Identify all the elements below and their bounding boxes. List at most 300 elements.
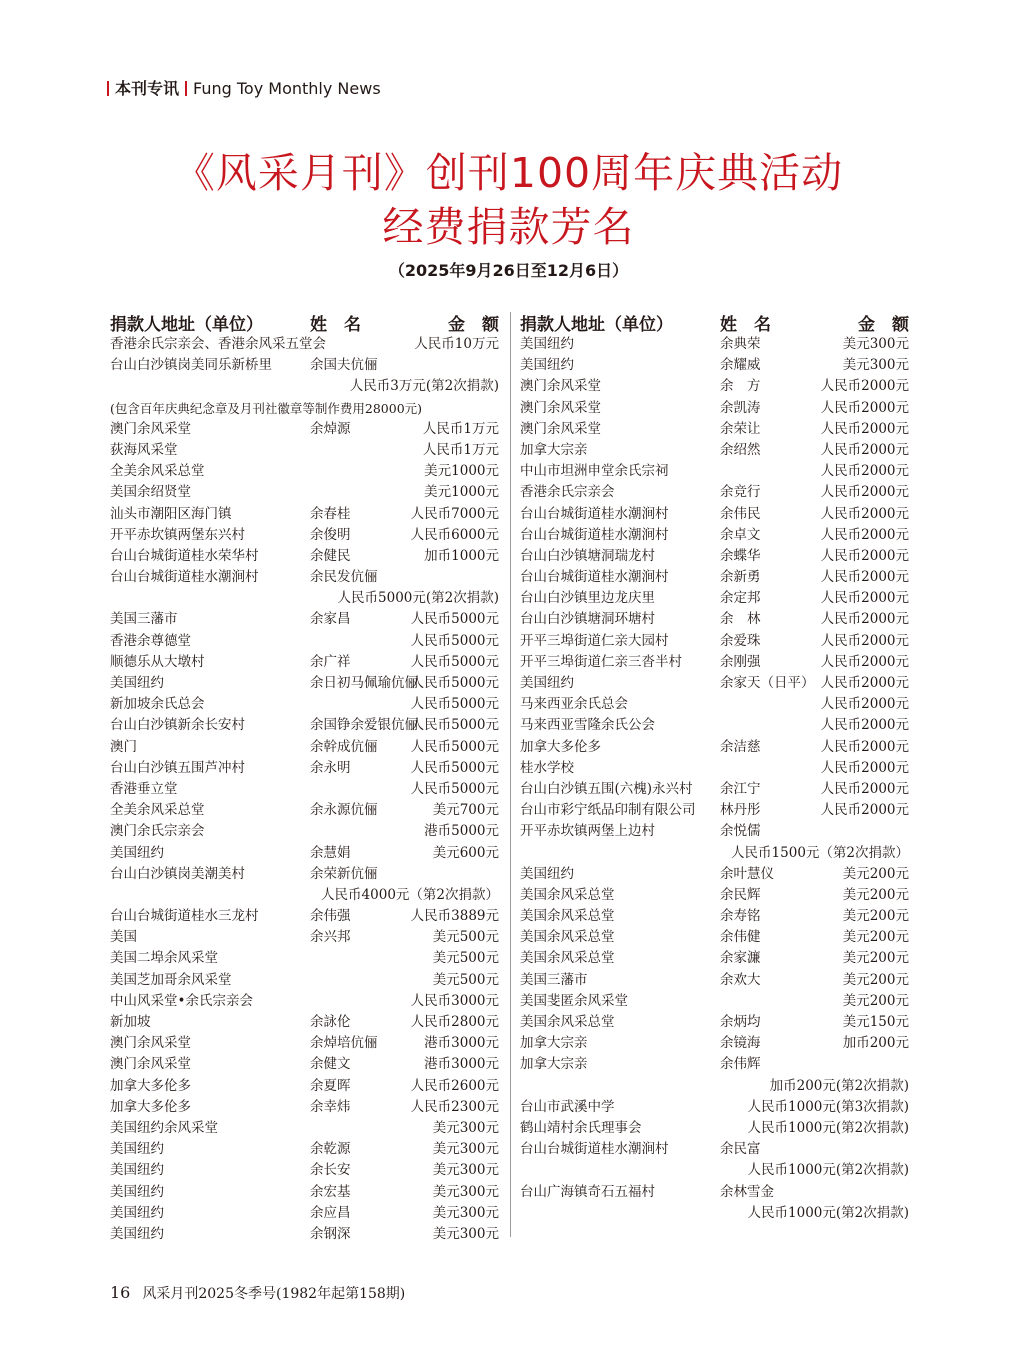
donor-row bbox=[110, 800, 499, 821]
donor-address: 台山白沙镇五围(六槐)永兴村 bbox=[520, 780, 693, 797]
donor-row bbox=[110, 1224, 499, 1245]
donor-address: 开平赤坎镇两堡东兴村 bbox=[110, 526, 245, 543]
donor-row bbox=[110, 1054, 499, 1075]
donation-amount: 人民币2000元 bbox=[820, 717, 909, 734]
donor-row bbox=[110, 1097, 499, 1118]
donation-amount: 人民币2000元 bbox=[820, 675, 909, 691]
donor-name: 余健民 bbox=[310, 547, 351, 564]
donor-row bbox=[110, 758, 499, 779]
donation-amount: 美元200元 bbox=[842, 908, 909, 925]
donor-address: 开平赤坎镇两堡上边村 bbox=[520, 823, 655, 840]
donor-row bbox=[110, 864, 499, 885]
donation-amount: 美元500元 bbox=[432, 929, 499, 946]
donor-address: 香港垂立堂 bbox=[110, 780, 178, 797]
donor-row bbox=[520, 673, 909, 694]
donation-amount: 美元200元 bbox=[842, 950, 909, 967]
donation-amount: 人民币2000元 bbox=[820, 378, 909, 395]
donor-address: (包含百年庆典纪念章及月刊社徽章等制作费用28000元) bbox=[110, 400, 423, 416]
donor-row bbox=[110, 673, 499, 694]
donor-row bbox=[110, 355, 499, 376]
donation-amount: 人民币2000元 bbox=[820, 653, 909, 670]
donor-address: 中山市坦洲申堂余氏宗祠 bbox=[520, 463, 669, 480]
donor-row bbox=[110, 525, 499, 546]
name-header: 姓 名 bbox=[720, 315, 771, 335]
donor-row bbox=[520, 482, 909, 503]
donor-name: 余焯源 bbox=[310, 420, 351, 437]
donor-name: 余绍然 bbox=[720, 441, 761, 458]
donation-amount: 美元300元 bbox=[432, 1225, 499, 1242]
donor-row bbox=[110, 482, 499, 503]
donor-name: 余欢大 bbox=[720, 971, 761, 988]
donor-name: 余炳均 bbox=[720, 1014, 761, 1030]
donation-amount: 人民币3889元 bbox=[410, 908, 499, 925]
donor-address: 澳门余风采堂 bbox=[110, 420, 191, 437]
donor-address: 鹤山靖村余氏理事会 bbox=[520, 1119, 642, 1136]
donor-name: 余悦儒 bbox=[720, 823, 761, 840]
donor-row bbox=[520, 1118, 909, 1139]
donor-row bbox=[520, 758, 909, 779]
donor-address: 台山白沙镇塘洞环塘村 bbox=[520, 611, 655, 628]
donor-name: 余新勇 bbox=[720, 569, 761, 586]
donor-row bbox=[520, 1033, 909, 1054]
donor-row bbox=[520, 843, 909, 864]
donor-address: 台山台城街道桂水潮涧村 bbox=[520, 526, 669, 543]
donation-amount: 加币1000元 bbox=[424, 547, 499, 564]
donation-amount: 人民币1万元 bbox=[422, 441, 499, 458]
donor-name: 余家昌 bbox=[310, 611, 351, 628]
donor-name: 余伟健 bbox=[720, 929, 761, 946]
donation-amount: 人民币5000元 bbox=[410, 675, 499, 691]
donor-name: 余日初马佩瑜伉俪 bbox=[310, 675, 418, 691]
donor-name: 余伟辉 bbox=[720, 1056, 761, 1073]
donor-name: 余家濂 bbox=[720, 950, 761, 967]
donation-amount: 人民币2000元 bbox=[820, 420, 909, 437]
donor-row bbox=[520, 694, 909, 715]
donation-amount: 人民币2000元 bbox=[820, 802, 909, 819]
donor-row bbox=[520, 440, 909, 461]
donor-row bbox=[110, 419, 499, 440]
donor-row bbox=[110, 334, 499, 355]
section-separator bbox=[185, 81, 187, 96]
donor-address: 台山白沙镇五围芦冲村 bbox=[110, 759, 245, 776]
donor-name: 余伟民 bbox=[720, 505, 761, 522]
donor-address: 美国纽约 bbox=[520, 865, 574, 882]
donor-address: 马来西亚余氏总会 bbox=[520, 696, 628, 713]
donor-address: 美国余风采总堂 bbox=[520, 929, 615, 946]
donation-amount: 加币200元(第2次捐款) bbox=[769, 1077, 909, 1094]
donor-row bbox=[520, 737, 909, 758]
donation-amount: 人民币2000元 bbox=[820, 463, 909, 480]
donation-amount: 人民币6000元 bbox=[410, 526, 499, 543]
donor-name: 余钢深 bbox=[310, 1225, 351, 1242]
donation-amount: 人民币4000元（第2次捐款） bbox=[321, 886, 499, 903]
donor-address: 台山白沙镇新余长安村 bbox=[110, 717, 245, 734]
donation-amount: 港币3000元 bbox=[424, 1056, 499, 1073]
donor-address: 台山台城街道桂水潮涧村 bbox=[520, 1141, 669, 1158]
donation-amount: 人民币2000元 bbox=[820, 399, 909, 416]
donation-amount: 美元300元 bbox=[842, 336, 909, 352]
donation-amount: 人民币5000元 bbox=[410, 653, 499, 670]
donor-name: 余乾源 bbox=[310, 1141, 351, 1158]
donor-row bbox=[110, 588, 499, 609]
donor-name: 余永源伉俪 bbox=[310, 802, 378, 819]
donor-row bbox=[520, 864, 909, 885]
donation-amount: 人民币2600元 bbox=[410, 1077, 499, 1094]
donation-amount: 人民币2000元 bbox=[820, 484, 909, 501]
donor-row bbox=[110, 821, 499, 842]
donation-amount: 人民币2000元 bbox=[820, 590, 909, 607]
donor-name: 余耀威 bbox=[720, 357, 761, 374]
donor-address: 台山台城街道桂水荣华村 bbox=[110, 547, 259, 564]
donation-amount: 人民币1000元(第2次捐款) bbox=[747, 1119, 909, 1136]
donor-address: 美国三藩市 bbox=[520, 971, 588, 988]
donor-row bbox=[110, 1033, 499, 1054]
donor-row bbox=[520, 461, 909, 482]
donor-name: 余国铮余爱银伉俪 bbox=[310, 717, 418, 734]
donor-name: 余广祥 bbox=[310, 653, 351, 670]
donor-address: 加拿大多伦多 bbox=[110, 1098, 191, 1115]
donor-name: 余典荣 bbox=[720, 336, 761, 352]
donation-amount: 人民币5000元(第2次捐款) bbox=[337, 590, 499, 607]
donor-address: 开平三埠街道仁亲大园村 bbox=[520, 632, 669, 649]
donor-address: 美国纽约 bbox=[110, 1225, 164, 1242]
donation-amount: 人民币2000元 bbox=[820, 611, 909, 628]
donation-amount: 美元500元 bbox=[432, 971, 499, 988]
donor-address: 台山白沙镇塘洞瑞龙村 bbox=[520, 547, 655, 564]
donor-row bbox=[520, 948, 909, 969]
donation-amount: 人民币2000元 bbox=[820, 780, 909, 797]
donor-address: 美国余风采总堂 bbox=[520, 1014, 615, 1030]
donor-name: 余詠伦 bbox=[310, 1014, 351, 1030]
donor-name: 余国夫伉俪 bbox=[310, 357, 378, 374]
donation-amount: 人民币3000元 bbox=[410, 992, 499, 1009]
donor-address: 美国纽约 bbox=[110, 1141, 164, 1158]
donor-row bbox=[110, 927, 499, 948]
donor-row bbox=[110, 779, 499, 800]
donor-address: 台山台城街道桂水潮涧村 bbox=[520, 505, 669, 522]
amount-header: 金 额 bbox=[448, 315, 499, 335]
donor-name: 余慧娟 bbox=[310, 844, 351, 861]
donation-amount: 美元300元 bbox=[432, 1141, 499, 1158]
donor-name: 余俊明 bbox=[310, 526, 351, 543]
section-label: 本刊专讯 bbox=[115, 79, 180, 98]
donor-name: 余幹成伉俪 bbox=[310, 738, 378, 755]
donor-row bbox=[520, 1097, 909, 1118]
donor-address: 澳门余风采堂 bbox=[110, 1056, 191, 1073]
donor-name: 余夏晖 bbox=[310, 1077, 351, 1094]
donor-row bbox=[520, 419, 909, 440]
donor-address: 香港余氏宗亲会、香港余风采五堂会 bbox=[110, 336, 326, 352]
donation-amount: 人民币2000元 bbox=[820, 505, 909, 522]
donor-row bbox=[110, 652, 499, 673]
donor-row bbox=[110, 1203, 499, 1224]
donor-row bbox=[520, 546, 909, 567]
publication-label: Fung Toy Monthly News bbox=[193, 79, 381, 98]
donation-amount: 人民币1500元（第2次捐款） bbox=[731, 844, 909, 861]
donor-row bbox=[520, 631, 909, 652]
donor-row bbox=[520, 885, 909, 906]
donor-name: 余林雪金 bbox=[720, 1183, 774, 1200]
donor-row bbox=[110, 567, 499, 588]
donor-address: 美国芝加哥余风采堂 bbox=[110, 971, 232, 988]
donation-amount: 人民币1万元 bbox=[422, 420, 499, 437]
donation-amount: 美元200元 bbox=[842, 865, 909, 882]
donation-amount: 港币5000元 bbox=[424, 823, 499, 840]
donation-amount: 人民币7000元 bbox=[410, 505, 499, 522]
donor-address: 台山台城街道桂水潮涧村 bbox=[110, 569, 259, 586]
donor-name: 余寿铭 bbox=[720, 908, 761, 925]
donor-address: 美国纽约 bbox=[520, 336, 574, 352]
donor-address: 香港余氏宗亲会 bbox=[520, 484, 615, 501]
donor-row bbox=[520, 504, 909, 525]
page-title: 《风采月刊》创刊100周年庆典活动 bbox=[173, 149, 844, 197]
donor-name: 余家天（日平） bbox=[720, 675, 815, 691]
donor-address: 开平三埠街道仁亲三沓半村 bbox=[520, 653, 682, 670]
donor-row bbox=[110, 694, 499, 715]
donor-row bbox=[110, 398, 499, 419]
donor-row bbox=[520, 715, 909, 736]
donor-name: 余应昌 bbox=[310, 1204, 351, 1221]
donation-amount: 美元500元 bbox=[432, 950, 499, 967]
donor-row bbox=[110, 1076, 499, 1097]
donor-row bbox=[520, 525, 909, 546]
donation-amount: 人民币2800元 bbox=[410, 1014, 499, 1030]
donor-address: 美国纽约 bbox=[110, 1204, 164, 1221]
donor-row bbox=[110, 715, 499, 736]
donation-amount: 美元1000元 bbox=[424, 484, 499, 501]
column-header bbox=[520, 310, 909, 335]
date-period: （2025年9月26日至12月6日） bbox=[388, 261, 629, 280]
donor-row bbox=[520, 821, 909, 842]
donor-name: 余爱珠 bbox=[720, 632, 761, 649]
donor-row bbox=[520, 927, 909, 948]
address-header: 捐款人地址（单位） bbox=[110, 315, 263, 335]
donation-amount: 人民币2000元 bbox=[820, 526, 909, 543]
donor-row bbox=[520, 991, 909, 1012]
donor-address: 台山台城街道桂水潮涧村 bbox=[520, 569, 669, 586]
donation-amount: 人民币2000元 bbox=[820, 441, 909, 458]
donor-address: 澳门 bbox=[110, 738, 137, 755]
donor-address: 香港余尊德堂 bbox=[110, 632, 191, 649]
donor-row bbox=[520, 609, 909, 630]
donor-address: 台山广海镇奇石五福村 bbox=[520, 1183, 655, 1200]
donor-row bbox=[110, 461, 499, 482]
donor-row bbox=[520, 652, 909, 673]
donor-address: 台山白沙镇岗美同乐新桥里 bbox=[110, 357, 272, 374]
donor-row bbox=[520, 398, 909, 419]
donation-amount: 美元300元 bbox=[432, 1162, 499, 1179]
donor-address: 美国纽约 bbox=[110, 1162, 164, 1179]
donor-address: 美国纽约余风采堂 bbox=[110, 1119, 218, 1136]
donation-amount: 港币3000元 bbox=[424, 1035, 499, 1052]
donor-row bbox=[110, 609, 499, 630]
donor-name: 余民辉 bbox=[720, 886, 761, 903]
issue-label: 风采月刊2025冬季号(1982年起第158期) bbox=[142, 1286, 406, 1302]
donor-row bbox=[110, 1139, 499, 1160]
donor-name: 余蝶华 bbox=[720, 547, 761, 564]
donor-name: 余竞行 bbox=[720, 484, 761, 501]
donor-address: 新加坡余氏总会 bbox=[110, 696, 205, 713]
address-header: 捐款人地址（单位） bbox=[520, 315, 673, 335]
section-header bbox=[107, 76, 381, 99]
donor-name: 余镜海 bbox=[720, 1035, 761, 1052]
donor-row bbox=[520, 1160, 909, 1181]
donor-address: 美国余风采总堂 bbox=[520, 908, 615, 925]
donor-name: 余江宁 bbox=[720, 780, 761, 797]
donor-address: 台山白沙镇岗美潮美村 bbox=[110, 865, 245, 882]
donor-row bbox=[520, 334, 909, 355]
donation-amount: 美元200元 bbox=[842, 929, 909, 946]
column-header bbox=[110, 310, 499, 335]
donation-amount: 人民币1000元(第2次捐款) bbox=[747, 1204, 909, 1221]
donation-amount: 人民币2000元 bbox=[820, 569, 909, 586]
donor-row bbox=[520, 376, 909, 397]
donation-amount: 美元300元 bbox=[842, 357, 909, 374]
donation-amount: 人民币2000元 bbox=[820, 759, 909, 776]
donor-row bbox=[110, 843, 499, 864]
donor-address: 澳门余氏宗亲会 bbox=[110, 823, 205, 840]
donation-amount: 美元200元 bbox=[842, 886, 909, 903]
donor-row bbox=[110, 376, 499, 397]
donor-row bbox=[110, 546, 499, 567]
page-footer bbox=[110, 1283, 405, 1303]
donor-row bbox=[520, 1203, 909, 1224]
donation-amount: 美元700元 bbox=[432, 802, 499, 819]
donor-row bbox=[520, 1076, 909, 1097]
donation-amount: 人民币2000元 bbox=[820, 696, 909, 713]
donor-address: 全美余风采总堂 bbox=[110, 802, 205, 819]
donor-address: 中山风采堂•余氏宗亲会 bbox=[110, 992, 253, 1009]
donor-address: 汕头市潮阳区海门镇 bbox=[110, 505, 232, 522]
donor-name: 余荣让 bbox=[720, 420, 761, 437]
donor-row bbox=[110, 1160, 499, 1181]
donor-address: 美国二埠余风采堂 bbox=[110, 950, 218, 967]
donor-address: 美国余风采总堂 bbox=[520, 886, 615, 903]
donor-address: 澳门余风采堂 bbox=[520, 378, 601, 395]
donation-amount: 加币200元 bbox=[842, 1035, 909, 1052]
donor-address: 全美余风采总堂 bbox=[110, 463, 205, 480]
donation-amount: 人民币2000元 bbox=[820, 547, 909, 564]
donor-name: 余焯培伉俪 bbox=[310, 1035, 378, 1052]
donor-row bbox=[110, 1182, 499, 1203]
donation-amount: 人民币3万元(第2次捐款) bbox=[349, 378, 499, 395]
donor-row bbox=[110, 948, 499, 969]
donor-row bbox=[520, 1182, 909, 1203]
donor-name: 余 林 bbox=[720, 611, 761, 628]
donor-name: 余兴邦 bbox=[310, 929, 351, 946]
donor-address: 台山市彩宁纸品印制有限公司 bbox=[520, 802, 696, 819]
donor-address: 美国纽约 bbox=[110, 1183, 164, 1200]
donor-row bbox=[520, 1012, 909, 1033]
donor-address: 台山市武溪中学 bbox=[520, 1098, 615, 1115]
donor-row bbox=[110, 631, 499, 652]
donor-address: 美国纽约 bbox=[520, 675, 574, 691]
donor-row bbox=[110, 504, 499, 525]
donor-row bbox=[110, 1012, 499, 1033]
donor-row bbox=[110, 970, 499, 991]
amount-header: 金 额 bbox=[858, 315, 909, 335]
page-number: 16 bbox=[110, 1283, 131, 1302]
donor-name: 余卓文 bbox=[720, 526, 761, 543]
page-title-line2: 经费捐款芳名 bbox=[382, 203, 635, 251]
column-divider bbox=[510, 312, 511, 1237]
donor-name: 余洁慈 bbox=[720, 738, 761, 755]
donor-name: 余永明 bbox=[310, 759, 351, 776]
donor-address: 荻海风采堂 bbox=[110, 441, 178, 458]
donor-name: 余凯涛 bbox=[720, 399, 761, 416]
donor-list-left bbox=[110, 310, 499, 1245]
donor-row bbox=[520, 970, 909, 991]
donation-amount: 人民币5000元 bbox=[410, 696, 499, 713]
donor-name: 余荣新伉俪 bbox=[310, 865, 378, 882]
donor-row bbox=[520, 779, 909, 800]
donation-amount: 人民币2000元 bbox=[820, 738, 909, 755]
donor-address: 澳门余风采堂 bbox=[520, 399, 601, 416]
donor-name: 林丹彤 bbox=[720, 802, 761, 819]
donation-amount: 人民币1000元(第3次捐款) bbox=[747, 1098, 909, 1115]
donor-row bbox=[110, 737, 499, 758]
donor-address: 澳门余风采堂 bbox=[110, 1035, 191, 1052]
donor-address: 美国 bbox=[110, 929, 137, 946]
name-header: 姓 名 bbox=[310, 315, 361, 335]
donation-amount: 人民币5000元 bbox=[410, 759, 499, 776]
donor-row bbox=[520, 567, 909, 588]
donor-name: 余民富 bbox=[720, 1141, 761, 1158]
donor-address: 美国三藩市 bbox=[110, 611, 178, 628]
donor-address: 加拿大宗亲 bbox=[520, 1056, 588, 1073]
donor-address: 美国余绍贤堂 bbox=[110, 484, 191, 501]
donor-row bbox=[110, 1118, 499, 1139]
donor-name: 余民发伉俪 bbox=[310, 569, 378, 586]
donor-row bbox=[110, 906, 499, 927]
donor-address: 加拿大多伦多 bbox=[520, 738, 601, 755]
donor-address: 美国纽约 bbox=[110, 675, 164, 691]
donor-row bbox=[520, 1054, 909, 1075]
donation-amount: 美元300元 bbox=[432, 1183, 499, 1200]
donor-address: 澳门余风采堂 bbox=[520, 420, 601, 437]
donation-amount: 人民币1000元(第2次捐款) bbox=[747, 1162, 909, 1179]
section-bar bbox=[107, 81, 109, 96]
donation-amount: 人民币5000元 bbox=[410, 717, 499, 734]
donor-address: 美国纽约 bbox=[520, 357, 574, 374]
donor-row bbox=[520, 588, 909, 609]
donor-row bbox=[520, 906, 909, 927]
donor-address: 新加坡 bbox=[110, 1014, 151, 1030]
donor-row bbox=[520, 1139, 909, 1160]
donation-amount: 美元600元 bbox=[432, 844, 499, 861]
donor-address: 美国余风采总堂 bbox=[520, 950, 615, 967]
donor-row bbox=[520, 800, 909, 821]
donor-name: 余刚强 bbox=[720, 653, 761, 670]
donor-address: 马来西亚雪隆余氏公会 bbox=[520, 717, 655, 734]
donation-amount: 人民币2300元 bbox=[410, 1098, 499, 1115]
donation-amount: 美元200元 bbox=[842, 971, 909, 988]
donation-amount: 美元150元 bbox=[842, 1014, 909, 1030]
donor-name: 余定邦 bbox=[720, 590, 761, 607]
donation-amount: 美元300元 bbox=[432, 1119, 499, 1136]
donor-list-right bbox=[520, 310, 909, 1224]
donor-name: 余长安 bbox=[310, 1162, 351, 1179]
donor-address: 加拿大多伦多 bbox=[110, 1077, 191, 1094]
donation-amount: 人民币5000元 bbox=[410, 611, 499, 628]
donor-name: 余健文 bbox=[310, 1056, 351, 1073]
donation-amount: 人民币5000元 bbox=[410, 738, 499, 755]
donor-row bbox=[110, 885, 499, 906]
donor-address: 桂水学校 bbox=[520, 759, 574, 776]
donor-name: 余宏基 bbox=[310, 1183, 351, 1200]
donor-address: 美国斐匿余风采堂 bbox=[520, 992, 628, 1009]
donation-amount: 人民币2000元 bbox=[820, 632, 909, 649]
